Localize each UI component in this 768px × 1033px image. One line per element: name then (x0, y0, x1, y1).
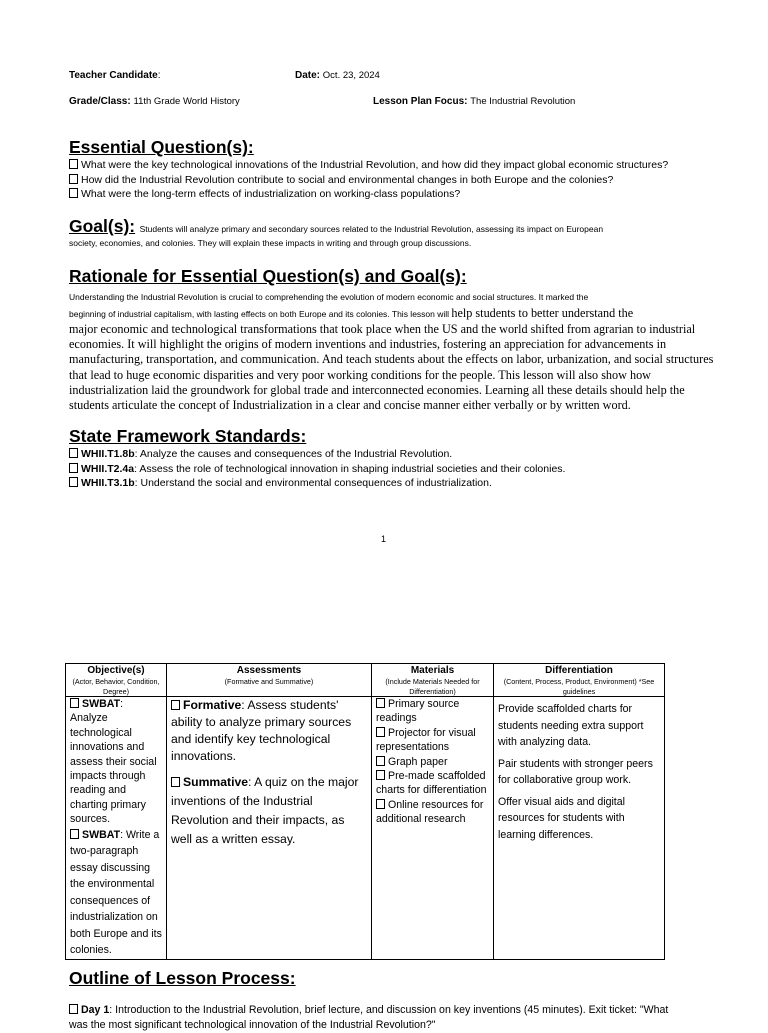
header-assessments (167, 664, 372, 697)
rationale-line: manufacturing, transportation, and communication. And teach students about the effects on labor, urbanization, and social structures (69, 352, 714, 367)
day-label: Day 1 (81, 1004, 110, 1016)
material-item (376, 726, 489, 755)
standards-list (69, 447, 565, 491)
standards-heading: State Framework Standards: (69, 426, 307, 446)
standard-text: : Understand the social and environmental consequences of industrialization. (134, 477, 492, 489)
checkbox-icon (69, 477, 78, 487)
rationale-heading: Rationale for Essential Question(s) and Goal(s): (69, 266, 467, 286)
checkbox-icon (69, 448, 78, 458)
objective-item (70, 827, 162, 959)
outline-day-item (69, 1003, 668, 1033)
rationale-body (69, 290, 713, 413)
checkbox-icon (70, 829, 79, 839)
day-text-continued: was the most significant technological innovation of the Industrial Revolution?" (69, 1019, 436, 1031)
differentiation-cell (494, 697, 665, 960)
checkbox-icon (69, 174, 78, 184)
differentiation-item: Offer visual aids and digital resources for students with learning differences. (498, 795, 626, 841)
assessments-cell (167, 697, 372, 960)
lesson-plan-table (65, 663, 665, 960)
date-field (295, 70, 380, 82)
assessment-text: : Assess students' ability to analyze primary sources and identify key technological innovations. (171, 698, 352, 763)
teacher-candidate-label: Teacher Candidate (69, 70, 158, 81)
material-item (376, 755, 489, 769)
header-subtitle: (Actor, Behavior, Condition, Degree) (72, 677, 160, 696)
header-differentiation (494, 664, 665, 697)
header-title: Differentiation (545, 665, 613, 676)
table-header-row (66, 664, 665, 697)
checkbox-icon (69, 188, 78, 198)
assessment-item (171, 773, 367, 849)
page-number: 1 (381, 534, 387, 544)
teacher-candidate-field (69, 70, 161, 82)
lesson-focus-value: The Industrial Revolution (470, 96, 576, 107)
header-materials (372, 664, 494, 697)
lesson-focus-field (373, 96, 575, 108)
table-row (66, 697, 665, 960)
header-objectives (66, 664, 167, 697)
standard-code: WHII.T1.8b (81, 448, 135, 460)
rationale-line: industrialization laid the groundwork for global trade and interconnected economies. Learning all these details should help the (69, 382, 685, 397)
grade-value: 11th Grade World History (133, 96, 240, 107)
essential-questions-heading: Essential Question(s): (69, 137, 254, 157)
checkbox-icon (171, 777, 180, 787)
header-subtitle: (Include Materials Needed for Differentiation) (385, 677, 480, 696)
goals-section (69, 216, 603, 237)
checkbox-icon (70, 698, 79, 708)
checkbox-icon (376, 799, 385, 809)
rationale-line-part: beginning of industrial capitalism, with lasting effects on both Europe and its colonies. This lesson will (69, 309, 452, 319)
checkbox-icon (171, 700, 180, 710)
checkbox-icon (376, 727, 385, 737)
objective-text: : Write a two-paragraph essay discussing the environmental consequences of industrialization on both Europe and its colonies. (70, 828, 162, 957)
material-item (376, 798, 489, 827)
assessment-text: : A quiz on the major inventions of the Industrial Revolution and their impacts, as well as a written essay. (171, 775, 359, 846)
essential-question-text: What were the long-term effects of industrialization on working-class populations? (81, 188, 461, 200)
checkbox-icon (376, 698, 385, 708)
standard-text: : Analyze the causes and consequences of the Industrial Revolution. (134, 448, 453, 460)
essential-question (69, 158, 668, 173)
date-label: Date: (295, 70, 321, 81)
standard-code: WHII.T2.4a (81, 462, 135, 475)
material-text: Online resources for additional research (376, 798, 484, 826)
rationale-line: that lead to huge economic disparities and very poor working conditions for the people. This lesson will also show how (69, 367, 651, 382)
essential-question (69, 187, 668, 202)
material-text: Graph paper (388, 755, 448, 768)
checkbox-icon (376, 756, 385, 766)
teacher-candidate-colon: : (157, 70, 161, 81)
checkbox-icon (376, 770, 385, 780)
rationale-line: economies. It will highlight the origins of modern inventions and industries, fostering an appreciation for advancements in (69, 337, 667, 352)
rationale-line (69, 305, 713, 322)
header-subtitle: (Formative and Summative) (224, 677, 314, 686)
material-text: Primary source readings (376, 698, 460, 725)
objective-lead: SWBAT (82, 698, 121, 710)
assessment-lead: Summative (183, 775, 249, 789)
checkbox-icon (69, 1004, 78, 1014)
essential-question-text: What were the key technological innovations of the Industrial Revolution, and how did they impact global economic structures? (81, 159, 669, 171)
objective-lead: SWBAT (82, 828, 121, 841)
goals-text-line2: society, economies, and colonies. They will explain these impacts in writing and through group discussions. (69, 238, 472, 248)
checkbox-icon (69, 159, 78, 169)
material-text: Projector for visual representations (376, 726, 476, 754)
standard-text: : Assess the role of technological innovation in shaping industrial societies and their colonies. (134, 462, 566, 475)
rationale-line: students articulate the concept of Industrialization in a clear and concise manner either verbally or by written word. (69, 398, 631, 413)
objectives-cell (66, 697, 167, 960)
date-value: Oct. 23, 2024 (322, 70, 380, 81)
header-subtitle: (Content, Process, Product, Environment) *See guidelines (503, 677, 655, 696)
essential-question (69, 173, 668, 188)
standard-item (69, 476, 565, 491)
header-title: Materials (410, 665, 455, 676)
rationale-line-part: help students to better understand the (451, 306, 634, 320)
grade-field (69, 96, 240, 108)
header-title: Assessments (236, 665, 302, 676)
standard-item (69, 447, 565, 462)
material-item (376, 697, 489, 726)
standard-item (69, 462, 565, 477)
essential-question-text: How did the Industrial Revolution contribute to social and environmental changes in both Europe and the colonies? (81, 173, 614, 186)
lesson-focus-label: Lesson Plan Focus: (373, 96, 468, 107)
day-text: : Introduction to the Industrial Revolution, brief lecture, and discussion on key inventions (45 minutes). Exit ticket: "What (109, 1004, 669, 1016)
assessment-lead: Formative (183, 698, 242, 712)
goals-heading: Goal(s): (69, 216, 136, 236)
objective-text: : Analyze technological innovations and assess their social impacts through reading and charting primary sources. (70, 698, 157, 826)
essential-questions-list (69, 158, 668, 202)
goals-text-line1: Students will analyze primary and secondary sources related to the Industrial Revolution, assessing its impact on European (139, 224, 604, 234)
material-text: Pre-made scaffolded charts for differentiation (376, 770, 487, 797)
checkbox-icon (69, 463, 78, 473)
differentiation-item: Pair students with stronger peers for collaborative group work. (498, 757, 653, 786)
grade-label: Grade/Class: (69, 96, 131, 107)
materials-cell (372, 697, 494, 960)
standard-code: WHII.T3.1b (81, 477, 135, 489)
assessment-item (171, 697, 367, 765)
header-title: Objective(s) (87, 665, 145, 676)
differentiation-item: Provide scaffolded charts for students needing extra support with analyzing data. (498, 703, 644, 748)
rationale-line: Understanding the Industrial Revolution is crucial to comprehending the evolution of modern economic and social structures. It marked the (69, 292, 589, 302)
material-item (376, 769, 489, 798)
objective-item (70, 697, 162, 827)
outline-heading: Outline of Lesson Process: (69, 968, 296, 988)
rationale-line: major economic and technological transformations that took place when the US and the world shifted from agrarian to industrial (69, 322, 696, 336)
